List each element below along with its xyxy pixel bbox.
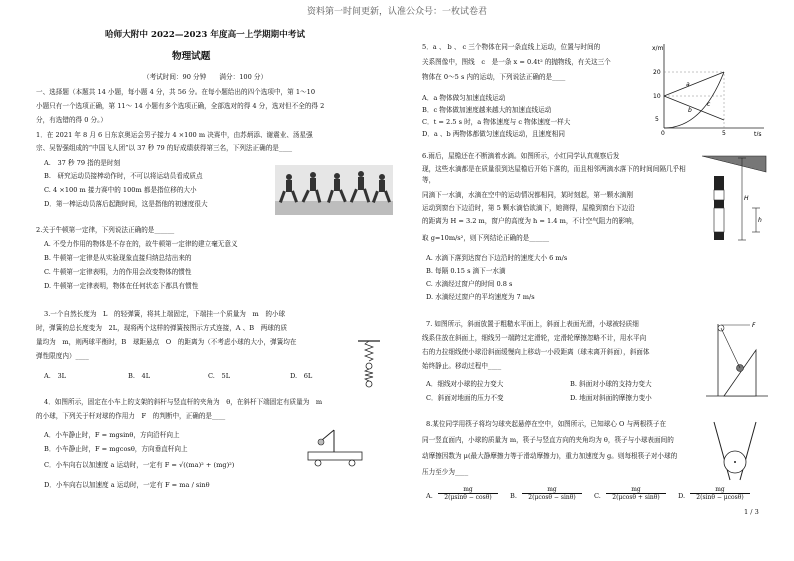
q5-stem2: 关系图像中，图线 c 是一条 x = 0.4t² 的抛物线，有关这三个 <box>422 58 611 66</box>
q7-stem3: 右的力拉细线使小球沿斜面缓慢向上移动一小段距离（球未离开斜面），斜面体 <box>422 348 650 356</box>
q4-option-d: D．小车向右以加速度 a 运动时，一定有 F = ma / sinθ <box>44 481 210 489</box>
q6-option-d: D. 水滴经过窗户的平均速度为 7 m/s <box>426 293 535 301</box>
q7-stem1: 7. 如图所示，斜面放置于粗糙水平面上，斜面上表面光滑，小球被轻质细 <box>426 320 639 328</box>
q3-stem2: 时，弹簧的总长度变为 2L，现将两个这样的弹簧按图示方式连接，A 、B 两球的质 <box>36 324 288 332</box>
q6-stem5: 的距离为 H = 3.2 m，窗户的高度为 h = 1.4 m，不计空气阻力的影响， <box>422 217 639 225</box>
q5-option-b: B．c 物体做加速度越来越大的加速直线运动 <box>422 106 552 114</box>
q1-runners-photo <box>275 165 393 215</box>
q3-option-d: D. 6L <box>290 372 313 380</box>
q7-incline-figure <box>704 316 770 402</box>
q3-option-b: B. 4L <box>128 372 151 380</box>
q8-option-c-den: 2(μcosθ + sinθ) <box>612 494 660 501</box>
q8-option-d-label: D. <box>678 492 686 500</box>
q6-fig-H: H <box>744 195 749 202</box>
q4-option-a: A．小车静止时，F = mgsinθ，方向沿杆向上 <box>44 431 180 439</box>
q6-stem4: 运动到窗台下边沿时，第 5 颗水滴恰欲滴下，她测得，屋檐到窗台下边沿 <box>422 204 635 212</box>
q1-option-a: A. 37 秒 79 指的是时刻 <box>44 159 121 167</box>
q6-stem6: 取 g=10m/s²，则下列结论正确的是______ <box>422 234 550 242</box>
q1-option-b: B. 研究运动员接棒动作时，不可以将运动员看成质点 <box>44 172 203 180</box>
q8-stem4: 压力至少为____ <box>422 468 469 476</box>
q8-option-b-label: B. <box>510 492 517 500</box>
q8-option-a-label: A. <box>426 492 433 500</box>
q6-fig-h: h <box>758 217 762 224</box>
q3-spring-figure <box>354 338 384 390</box>
q8-option-c-num: mg <box>606 486 666 494</box>
q8-option-d-num: mg <box>690 486 750 494</box>
q7-stem4: 始终静止。移动过程中____ <box>422 362 502 370</box>
q6-option-a: A. 水滴下落到达窗台下边沿时的速度大小 6 m/s <box>426 254 568 262</box>
q1-stem1: 1．在 2021 年 8 月 6 日东京奥运会男子接力 4 ×100 m 决赛中，由苏炳添、谢震业、汤星强 <box>36 131 313 139</box>
q8-option-a-num: mg <box>438 486 498 494</box>
q1-option-d: D．第一棒运动员落后起跑时间，这是指他的初速度很大 <box>44 200 208 208</box>
q2-option-d: D. 牛顿第一定律表明，物体在任何状态下都具有惯性 <box>44 282 199 290</box>
q5-chart-ytick-10: 10 <box>653 93 661 100</box>
q5-xt-chart <box>652 40 770 136</box>
exam-subject: 物理试题 <box>172 51 211 62</box>
q6-stem2: 现，这些水滴都是在质量很到达屋檐后开始下落的，而且相邻两滴水落下的时间间隔几乎相等， <box>422 165 686 184</box>
q6-stem3: 同滴下一水滴，水滴在空中的运动情况都相同，某时刻起，第一颗水滴刚 <box>422 191 633 199</box>
q8-stem1: 8.某位同学用筷子将均匀球夹起悬停在空中，如图所示，已知球心 O 与两根筷子在 <box>426 420 667 428</box>
q7-option-d: D. 地面对斜面的摩擦力变小 <box>570 394 652 402</box>
q5-chart-ytick-20: 20 <box>653 69 661 76</box>
q5-option-c: C．t = 2.5 s 时，a 物体速度与 c 物体速度一样大 <box>422 118 571 126</box>
q3-option-c: C. 5L <box>208 372 231 380</box>
q4-option-c: C．小车向右以加速度 a 运动时，一定有 F = √((ma)² + (mg)²) <box>44 461 235 469</box>
q8-option-b-den: 2(μcosθ − sinθ) <box>528 494 576 501</box>
q6-stem1: 6.雨后，屋檐还在不断滴着水滴。如图所示，小红同学认真观察后发 <box>422 152 620 160</box>
q8-options <box>426 486 766 510</box>
q1-stem2: 宗、吴智强组成的“中国飞人团”以 37 秒 79 的好成绩获得第三名，下列法正确的是____ <box>36 144 293 152</box>
section1-line2: 小题只有一个选项正确，第 11～ 14 小题有多个选项正确，全部选对的得 4 分，选对但不全的得 2 <box>36 102 325 110</box>
q2-option-c: C. 牛顿第一定律表明，力的作用会改变物体的惯性 <box>44 268 192 276</box>
exam-meta: （考试时间：90 分钟 满分：100 分） <box>143 73 268 81</box>
q3-stem4: 弹性限度内）____ <box>36 352 89 360</box>
section1-line1: 一、选择题（本题共 14 小题，每小题 4 分，共 56 分。在每小题给出的四个选项中，第 1～10 <box>36 88 316 96</box>
q6-option-c: C. 水滴经过窗户的时间 0.8 s <box>426 280 513 288</box>
page-number: 1 / 3 <box>744 508 759 516</box>
q5-chart-ytick-5: 5 <box>655 116 659 123</box>
q5-chart-label-b: b <box>688 107 692 114</box>
q7-option-c: C．斜面对地面的压力不变 <box>426 394 504 402</box>
q5-stem1: 5．a 、 b 、 c 三个物体在同一条直线上运动，位置与时间的 <box>422 43 601 51</box>
q8-stem2: 同一竖直面内，小球的质量为 m，筷子与竖直方向的夹角均为 θ，筷子与小球表面间的 <box>422 436 674 444</box>
q4-stem1: 4．如图所示，固定在小车上的支架的斜杆与竖直杆的夹角为 θ，在斜杆下端固定有质量为 m <box>44 398 323 406</box>
q7-option-b: B. 斜面对小球的支持力变大 <box>570 380 652 388</box>
q8-chopsticks-figure <box>700 420 770 486</box>
q5-chart-ylabel: x/m <box>652 45 664 52</box>
q3-option-a: A. 3L <box>44 372 67 380</box>
q5-option-a: A．a 物体做匀加速直线运动 <box>422 94 506 102</box>
q8-option-b-num: mg <box>522 486 582 494</box>
q2-stem: 2.关于牛顿第一定律，下列说法正确的是______ <box>36 226 175 234</box>
q3-stem3: 量均为 m，则两球平衡时，B 球距悬点 O 的距离为（不考虑小球的大小，弹簧均在 <box>36 338 297 346</box>
q5-chart-label-a: a <box>686 81 690 88</box>
exam-title: 哈师大附中 2022—2023 年度高一上学期期中考试 <box>105 30 305 40</box>
q5-chart-xlabel: t/s <box>754 131 762 136</box>
q5-option-d: D．a 、b 两物体都做匀速直线运动，且速度相同 <box>422 130 565 138</box>
q5-stem3: 物体在 0～5 s 内的运动，下列说法正确的是____ <box>422 73 566 81</box>
q5-chart-label-c: c <box>707 101 711 108</box>
q3-stem1: 3.一个自然长度为 L 的轻弹簧，将其上端固定，下端挂一个质量为 m 的小球 <box>44 310 286 318</box>
q5-chart-xtick-5: 5 <box>722 130 726 136</box>
q2-option-b: B. 牛顿第一定律是从实验现象直接归纳总结出来的 <box>44 254 192 262</box>
q7-option-a: A．细线对小球的拉力变大 <box>426 380 504 388</box>
q5-chart-xtick-0: 0 <box>661 130 665 136</box>
q4-option-b: B．小车静止时，F = mgcosθ，方向垂直杆向上 <box>44 445 188 453</box>
section1-line3: 分，有选错的得 0 分。） <box>36 116 108 124</box>
q8-option-d-den: 2(sinθ − μcosθ) <box>696 494 744 501</box>
q4-cart-figure <box>302 424 366 468</box>
q7-stem2: 线系住放在斜面上，细线另一端跨过定滑轮，定滑轮摩擦忽略不计，用水平向 <box>422 334 647 342</box>
q6-option-b: B. 每隔 0.15 s 滴下一水滴 <box>426 267 506 275</box>
page-header: 资料第一时间更新，认准公众号：一枚试卷君 <box>306 7 487 17</box>
q4-stem2: 的小球，下列关于杆对球的作用力 F 的判断中，正确的是____ <box>36 412 226 420</box>
q8-stem3: 动摩擦因数为 μ(最大静摩擦力等于滑动摩擦力)，重力加速度为 g。则每根筷子对小球的 <box>422 452 678 460</box>
q2-option-a: A. 不受力作用的物体是不存在的，故牛顿第一定律的建立毫无意义 <box>44 240 238 248</box>
q6-eave-window-figure <box>698 152 770 250</box>
q7-fig-F: F <box>752 322 756 329</box>
q8-option-c-label: C. <box>594 492 601 500</box>
q8-option-a-den: 2(μsinθ − cosθ) <box>444 494 492 501</box>
q1-option-c: C. 4 ×100 m 接力赛中的 100m 都是指位移的大小 <box>44 186 197 194</box>
